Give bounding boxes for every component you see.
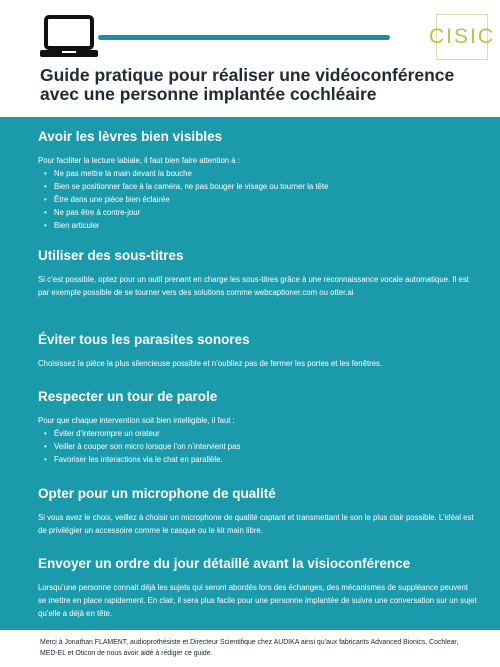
logo-text: CISIC xyxy=(429,25,496,48)
page-header xyxy=(0,0,500,117)
section-text: Si c’est possible, optez pour un outil prenant en charge les sous-titres grâce à une reconnaissance vocale automatique. Il est par exemple possible de se tourner vers des solutions comme webcaptioner.com ou otter.ai xyxy=(38,275,469,297)
footer-credits: Merci à Jonathan FLAMENT, audioprothésiste et Directeur Scientifique chez AUDIKA ainsi qu’aux fabricants Advanced Bionics, Cochlear, MED-EL et Oticon de nous avoir aidé à rédiger ce guide. xyxy=(40,639,459,657)
cisic-logo xyxy=(429,14,496,60)
section-subtitles xyxy=(38,248,478,299)
bullet-list xyxy=(44,427,478,466)
section-turn-taking xyxy=(38,389,478,466)
list-item: • Veiller à couper son micro lorsque l’on n’intervient pas xyxy=(44,440,478,453)
section-noise xyxy=(38,332,478,370)
list-item: • Favoriser les interactions via le chat en parallèle. xyxy=(44,453,478,466)
content-panel xyxy=(0,117,500,630)
section-heading: Respecter un tour de parole xyxy=(38,389,218,404)
list-item: • Être dans une pièce bien éclairée xyxy=(44,193,478,206)
section-intro: Pour faciliter la lecture labiale, il faut bien faire attention à : xyxy=(38,156,240,165)
section-heading: Éviter tous les parasites sonores xyxy=(38,332,250,347)
laptop-icon xyxy=(40,15,98,59)
section-microphone xyxy=(38,486,478,537)
list-item: • Ne pas mettre la main devant la bouche xyxy=(44,167,478,180)
section-heading: Envoyer un ordre du jour détaillé avant la visioconférence xyxy=(38,556,411,571)
section-heading: Utiliser des sous-titres xyxy=(38,248,184,263)
page-footer xyxy=(0,630,500,667)
header-accent-bar xyxy=(98,35,390,40)
section-text: Choisissez la pièce la plus silencieuse possible et n’oubliez pas de fermer les portes et les fenêtres. xyxy=(38,359,383,368)
bullet-list xyxy=(44,167,478,232)
list-item: • Éviter d’interrompre un orateur xyxy=(44,427,478,440)
section-text: Si vous avez le choix, veillez à choisir un microphone de qualité captant et transmettant le son le plus clair possible. L’idéal est de privilégier un accessoire comme le casque ou le kit main libre. xyxy=(38,513,474,535)
list-item: • Ne pas être à contre-jour xyxy=(44,206,478,219)
list-item: • Bien se positionner face à la caméra, ne pas bouger le visage ou tourner la tête xyxy=(44,180,478,193)
page-title: Guide pratique pour réaliser une vidéoconférence avec une personne implantée cochléaire xyxy=(40,65,455,104)
section-heading: Avoir les lèvres bien visibles xyxy=(38,129,223,144)
section-agenda xyxy=(38,556,478,620)
section-heading: Opter pour un microphone de qualité xyxy=(38,486,276,501)
section-text: Lorsqu’une personne connait déjà les sujets qui seront abordés lors des échanges, des mécanismes de suppléance peuvent se mettre en place rapidement. En clair, il sera plus facile pour une personne implantée de suivre une conversation sur un sujet qu’elle a déjà en tête. xyxy=(38,583,477,618)
section-intro: Pour que chaque intervention soit bien intelligible, il faut : xyxy=(38,416,235,425)
section-lips xyxy=(38,129,478,232)
list-item: • Bien articuler xyxy=(44,219,478,232)
